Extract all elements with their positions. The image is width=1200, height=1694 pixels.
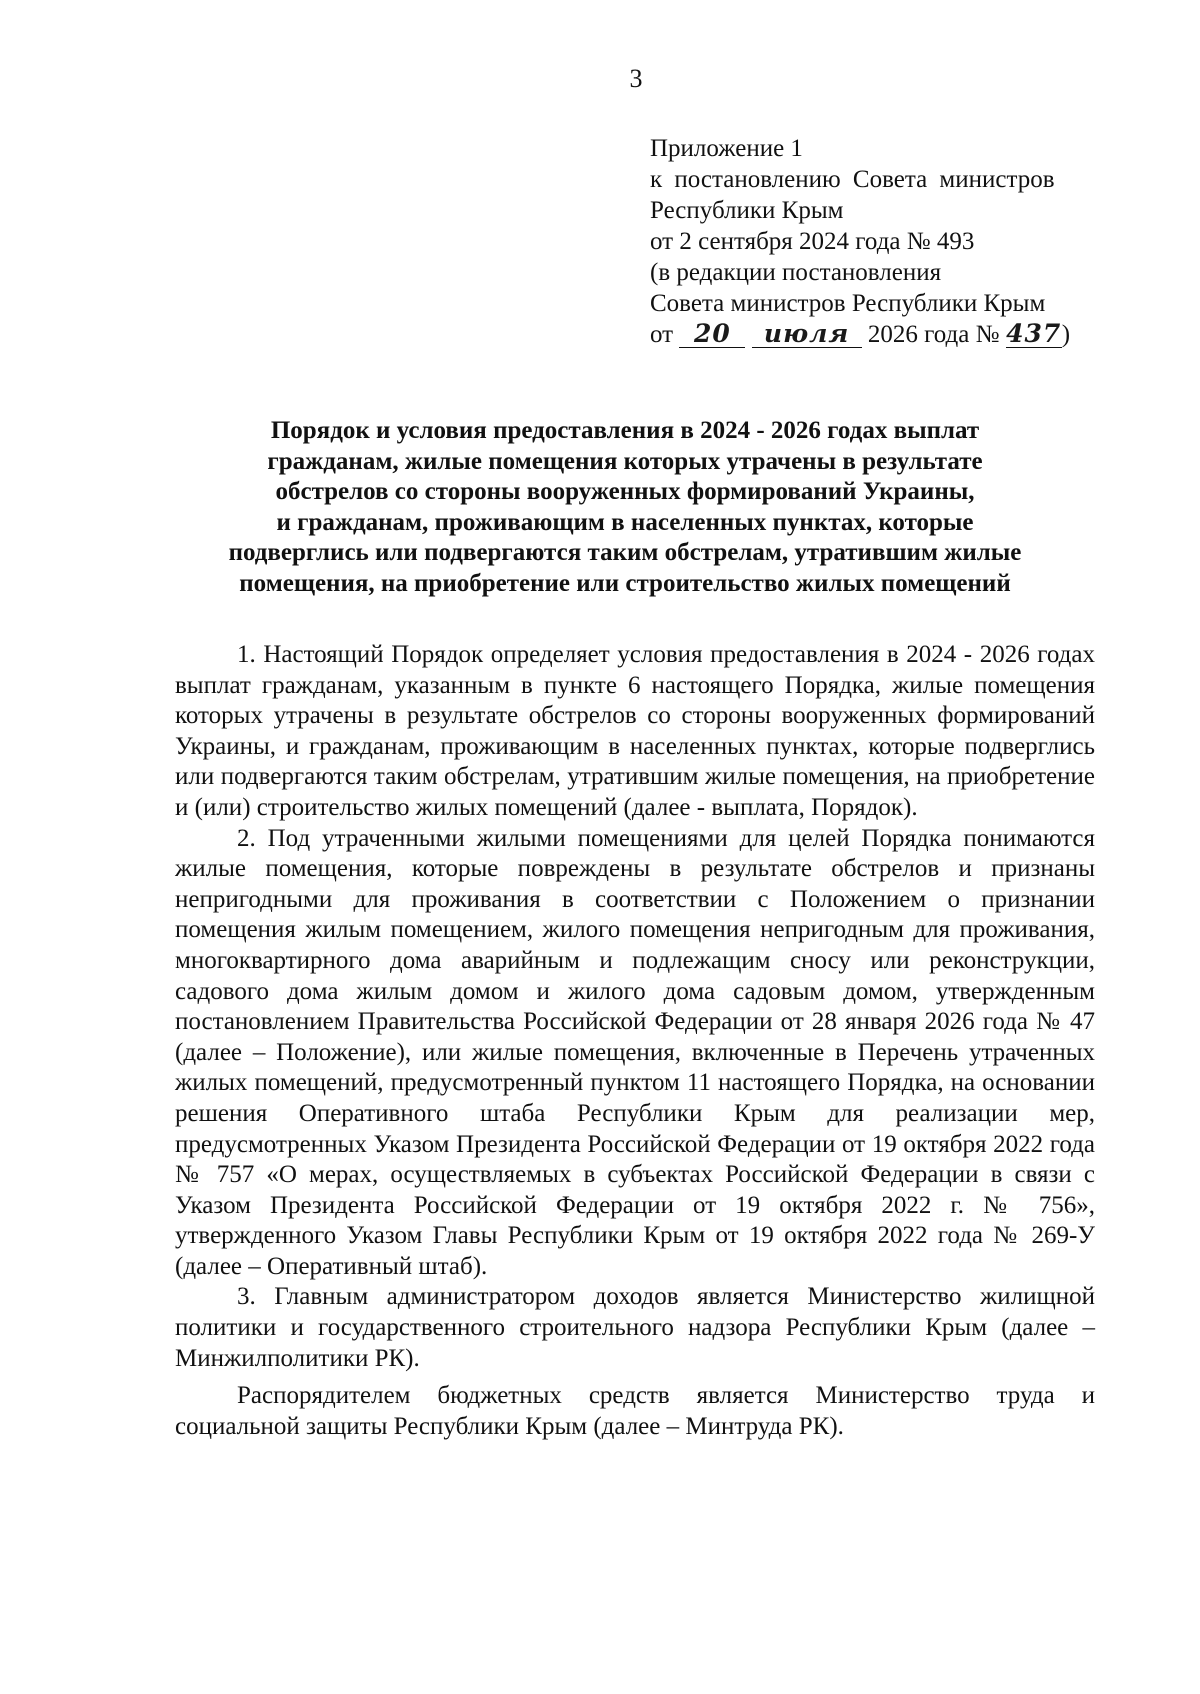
appendix-line-2: к постановлению Совета министров <box>650 166 1055 193</box>
appendix-line-4: от 2 сентября 2024 года № 493 <box>650 228 975 255</box>
date-middle: 2026 года № <box>867 321 1000 348</box>
title-line-1: Порядок и условия предоставления в 2024 - 2026 годах выплат <box>270 417 980 444</box>
document-title <box>160 416 1090 599</box>
appendix-line-1: Приложение 1 <box>650 135 803 162</box>
appendix-line-7 <box>650 319 1100 350</box>
paragraph-2: 2. Под утраченными жилыми помещениями для целей Порядка понимаются жилые помещения, которые повреждены в результате обстрелов и признаны непригодными для проживания в соответствии с Положением о признании помещения жилым помещением, жилого помещения непригодным для проживания, многоквартирного дома аварийным и подлежащим сносу или реконструкции, садового дома жилым домом и жилого дома садовым домом, утвержденным постановлением Правительства Российской Федерации от 28 января 2026 года № 47 (далее – Положение), или жилые помещения, включенные в Перечень утраченных жилых помещений, предусмотренный пунктом 11 настоящего Порядка, на основании решения Оперативного штаба Республики Крым для реализации мер, предусмотренных Указом Президента Российской Федерации от 19 октября 2022 года № 757 «О мерах, осуществляемых в субъектах Российской Федерации в связи с Указом Президента Российской Федерации от 19 октября 2022 г. № 756», утвержденного Указом Главы Республики Крым от 19 октября 2022 года № 269-У (далее – Оперативный штаб). <box>175 824 1095 1280</box>
page-number: 3 <box>629 64 643 93</box>
handwritten-number: 437 <box>1006 319 1062 348</box>
title-line-5: подверглись или подвергаются таким обстрелам, утратившим жилые <box>228 539 1022 566</box>
title-line-2: гражданам, жилые помещения которых утрачены в результате <box>267 447 983 475</box>
title-line-3: обстрелов со стороны вооруженных формирований Украины, <box>275 478 975 505</box>
appendix-line-6: Совета министров Республики Крым <box>650 290 1046 317</box>
paragraph-4: Распорядителем бюджетных средств является Министерство труда и социальной защиты Республики Крым (далее – Минтруда РК). <box>175 1382 1095 1440</box>
paragraph-3: 3. Главным администратором доходов является Министерство жилищной политики и государственного строительного надзора Республики Крым (далее – Минжилполитики РК). <box>175 1283 1095 1372</box>
document-body <box>175 640 1095 1442</box>
date-suffix: ) <box>1061 321 1071 348</box>
date-prefix: от <box>650 321 674 348</box>
paragraph-1: 1. Настоящий Порядок определяет условия предоставления в 2024 - 2026 годах выплат гражданам, указанным в пункте 6 настоящего Порядка, жилые помещения которых утрачены в результате обстрелов со стороны вооруженных формирований Украины, и гражданам, проживающим в населенных пунктах, которые подверглись или подвергаются таким обстрелам, утратившим жилые помещения, на приобретение и (или) строительство жилых помещений (далее - выплата, Порядок). <box>175 641 1095 821</box>
title-line-4: и гражданам, проживающим в населенных пунктах, которые <box>276 508 974 536</box>
title-line-6: помещения, на приобретение или строительство жилых помещений <box>239 569 1011 597</box>
handwritten-day: 20 <box>679 321 745 348</box>
appendix-line-3: Республики Крым <box>650 197 844 224</box>
handwritten-month: июля <box>752 321 862 348</box>
appendix-header <box>650 133 1100 350</box>
appendix-line-5: (в редакции постановления <box>650 259 942 286</box>
